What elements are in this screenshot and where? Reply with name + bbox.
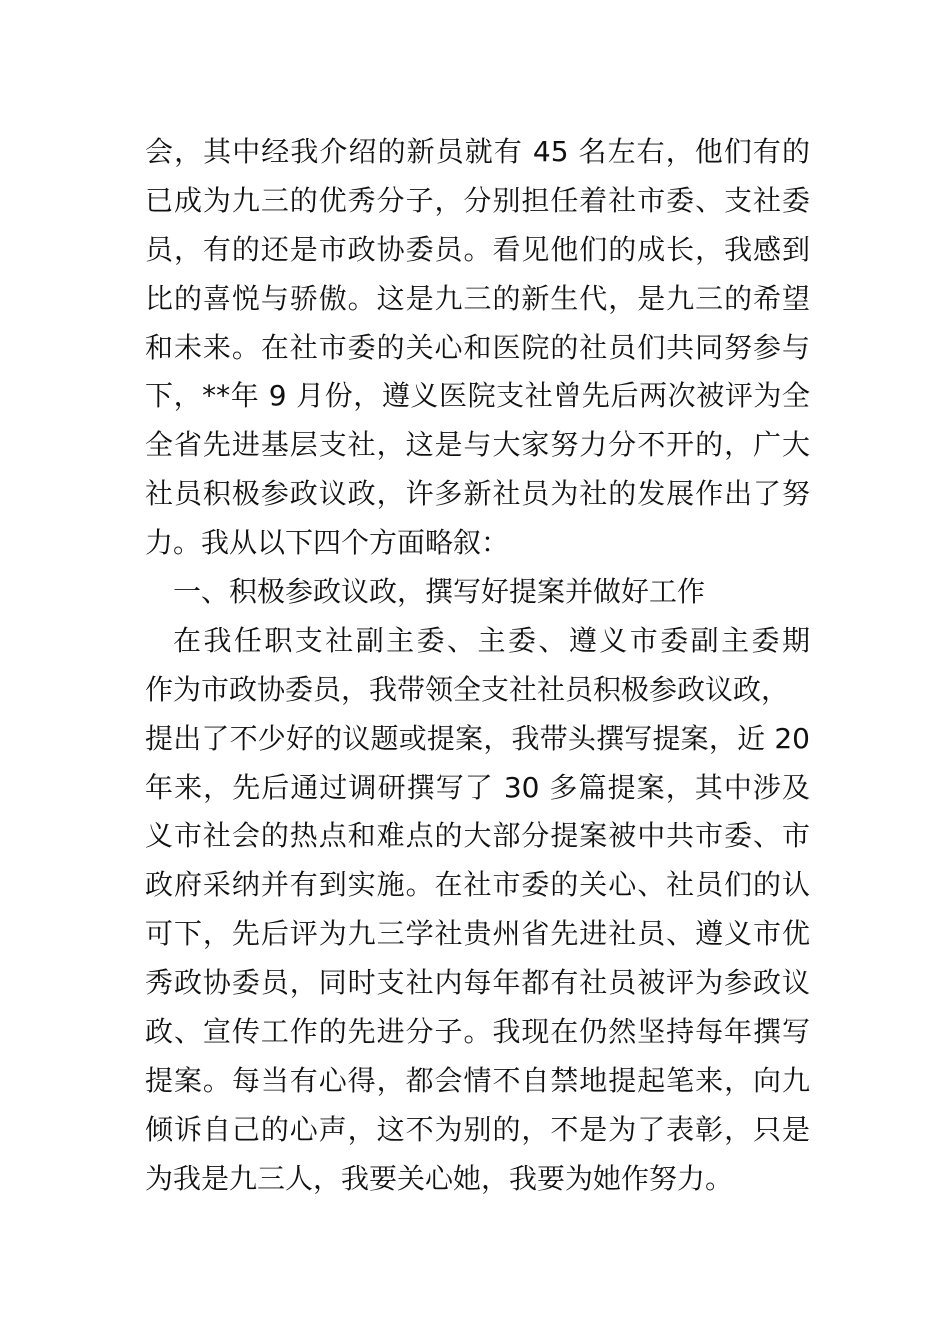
text-line: 政府采纳并有到实施。在社市委的关心、社员们的认: [145, 868, 810, 902]
text-line: 年来，先后通过调研撰写了 30 多篇提案，其中涉及: [145, 770, 810, 804]
text-line: 作为市政协委员，我带领全支社社员积极参政议政，: [145, 672, 790, 706]
text-line: 秀政协委员，同时支社内每年都有社员被评为参政议: [145, 966, 810, 1000]
text-line: 比的喜悦与骄傲。这是九三的新生代，是九三的希望: [145, 281, 810, 315]
text-line: 已成为九三的优秀分子，分别担任着社市委、支社委: [145, 183, 810, 217]
text-line: 为我是九三人，我要关心她，我要为她作努力。: [145, 1161, 734, 1195]
text-line: 义市社会的热点和难点的大部分提案被中共市委、市: [145, 819, 810, 853]
text-line: 员，有的还是市政协委员。看见他们的成长，我感到: [145, 232, 810, 266]
text-line: 会，其中经我介绍的新员就有 45 名左右，他们有的: [145, 135, 810, 168]
text-line: 和未来。在社市委的关心和医院的社员们共同努参与: [145, 330, 810, 364]
text-line: 提案。每当有心得，都会情不自禁地提起笔来，向九: [145, 1063, 810, 1097]
text-line: 全省先进基层支社，这是与大家努力分不开的，广大: [145, 428, 810, 462]
text-line: 下，**年 9 月份，遵义医院支社曾先后两次被评为全: [145, 379, 810, 413]
text-line: 社员积极参政议政，许多新社员为社的发展作出了努: [145, 477, 810, 511]
text-line: 力。我从以下四个方面略叙：: [145, 526, 510, 560]
text-line: 可下，先后评为九三学社贵州省先进社员、遵义市优: [145, 917, 810, 951]
text-line: 倾诉自己的心声，这不为别的，不是为了表彰，只是: [145, 1112, 810, 1146]
text-line: 政、宣传工作的先进分子。我现在仍然坚持每年撰写: [145, 1015, 810, 1049]
text-line: 提出了不少好的议题或提案，我带头撰写提案，近 20: [145, 721, 810, 755]
text-line: 在我任职支社副主委、主委、遵义市委副主委期: [173, 623, 810, 657]
body-text: [145, 128, 810, 1204]
text-line: 一、积极参政议政，撰写好提案并做好工作: [173, 575, 706, 609]
